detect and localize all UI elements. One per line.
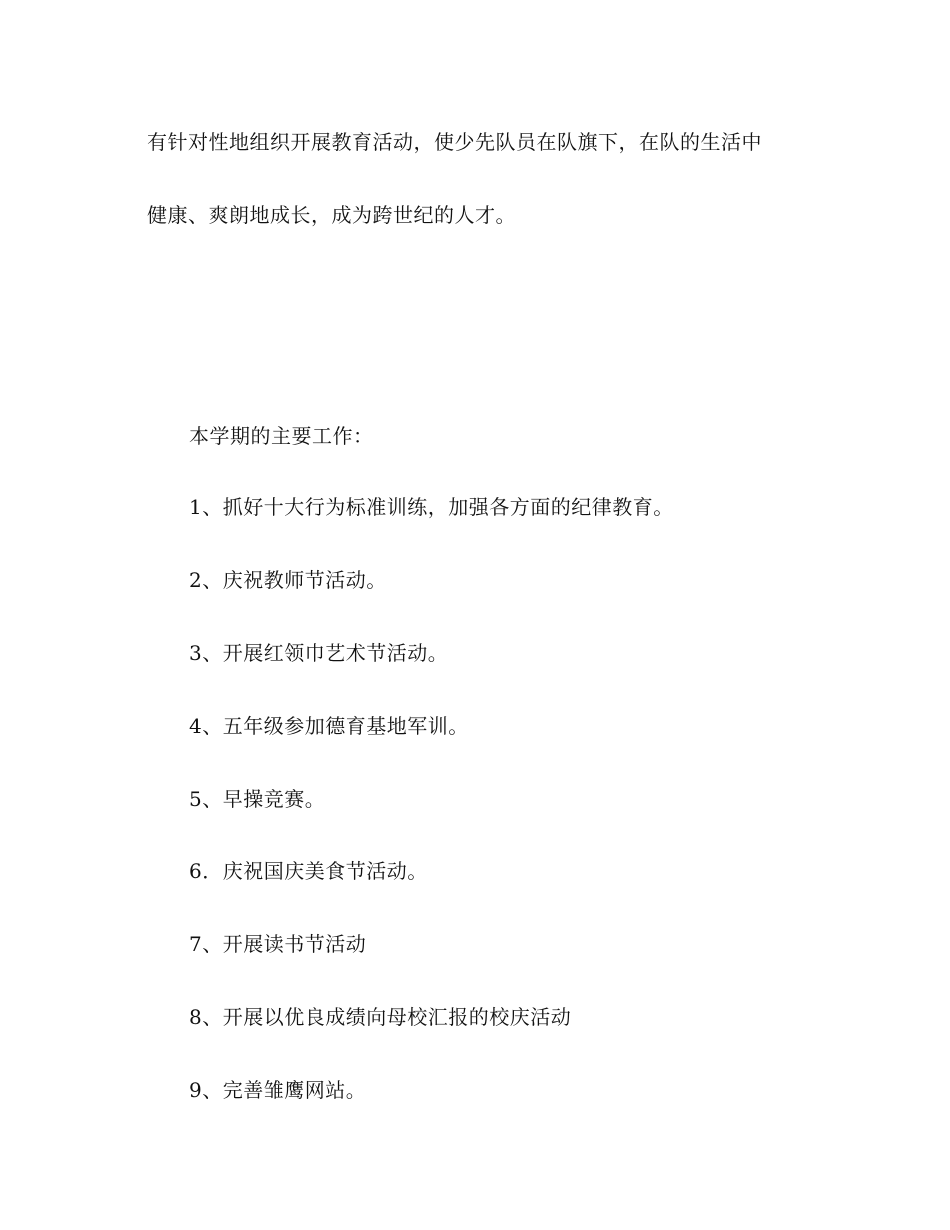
work-item-3: 3、开展红领巾艺术节活动。 [189,641,449,665]
section-heading: 本学期的主要工作： [189,424,374,448]
work-item-6: 6．庆祝国庆美食节活动。 [189,859,428,883]
intro-line-1: 有针对性地组织开展教育活动，使少先队员在队旗下，在队的生活中 [147,130,762,154]
work-item-8: 8、开展以优良成绩向母校汇报的校庆活动 [189,1005,572,1029]
work-item-4: 4、五年级参加德育基地军训。 [189,714,469,738]
work-item-9: 9、完善雏鹰网站。 [189,1078,367,1102]
work-item-2: 2、庆祝教师节活动。 [189,568,387,592]
work-item-5: 5、早操竞赛。 [189,787,326,811]
work-item-7: 7、开展读书节活动 [189,932,367,956]
intro-line-2: 健康、爽朗地成长，成为跨世纪的人才。 [147,203,516,227]
work-item-1: 1、抓好十大行为标准训练，加强各方面的纪律教育。 [189,495,674,519]
